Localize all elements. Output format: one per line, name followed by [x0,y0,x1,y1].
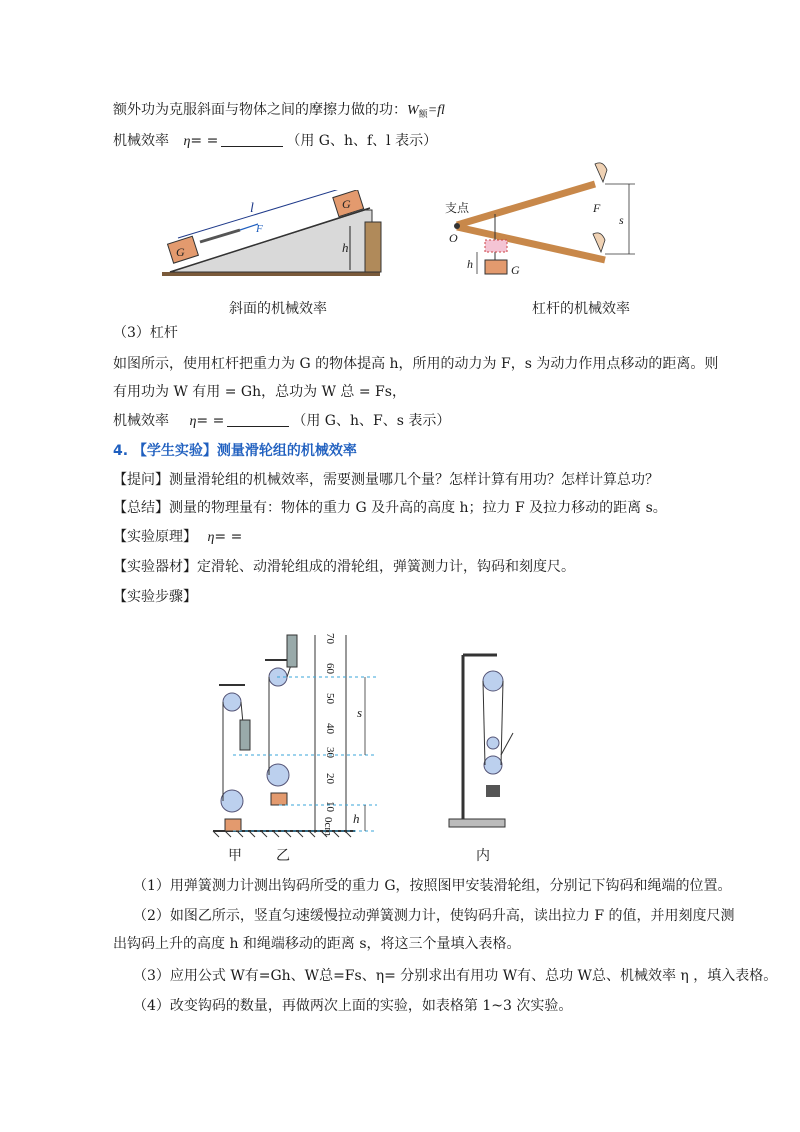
ruler-tick-30: 30 [324,747,336,758]
lever-pivot-label: 支点 [445,201,470,215]
experiment-equipment: 【实验器材】定滑轮、动滑轮组成的滑轮组，弹簧测力计，钩码和刻度尺。 [113,559,575,575]
incline-g-bottom: G [176,245,185,259]
answer-blank[interactable] [221,132,283,147]
lever-figure [445,150,645,280]
lever-f: F [593,201,601,215]
incline-h: h [342,240,349,255]
step-3: （3）应用公式 W有=Gh、W总=Fs、η= 分别求出有用功 W有、总功 W总、机械效率 η ，填入表格。 [133,968,778,984]
extra-work-eq: =fl [427,103,445,118]
principle-label: 【实验原理】 [113,529,197,545]
lever-eq: = = [196,413,225,429]
experiment-title: 4. 【学生实验】测量滑轮组的机械效率 [113,443,357,459]
ruler-tick-70: 70 [324,633,336,644]
experiment-summary: 【总结】测量的物理量有：物体的重力 G 及升高的高度 h；拉力 F 及拉力移动的距离 s。 [113,500,667,516]
experiment-principle [113,527,242,548]
incline-caption: 斜面的机械效率 [229,301,327,317]
lever-efficiency-hint: （用 G、h、F、s 表示） [292,413,451,429]
step-2: （2）如图乙所示，竖直匀速缓慢拉动弹簧测力计，使钩码升高，读出拉力 F 的值，并用刻度尺测 [133,908,735,924]
extra-work-sub: 额 [418,110,428,120]
principle-eq: = = [214,529,243,545]
incline-figure [160,190,390,280]
extra-work-text: 额外功为克服斜面与物体之间的摩擦力做的功： [113,102,407,118]
lever-para1: 如图所示，使用杠杆把重力为 G 的物体提高 h，所用的动力为 F，s 为动力作用点移动的距离。则 [113,356,719,372]
experiment-steps-label: 【实验步骤】 [113,589,197,605]
efficiency-hint: （用 G、h、f、l 表示） [286,133,438,149]
lever-g: G [511,263,520,277]
step-1: （1）用弹簧测力计测出钩码所受的重力 G，按照图甲安装滑轮组，分别记下钩码和绳端的位置。 [133,878,732,894]
fig-h: h [353,811,360,826]
lever-eta: η [189,414,197,429]
incline-l: l [250,201,254,216]
pulley-figure [205,605,535,865]
efficiency-label: 机械效率 [113,133,169,149]
lever-para2: 有用功为 W 有用 = Gh，总功为 W 总 = Fs， [113,384,406,400]
label-yi: 乙 [276,848,290,864]
principle-eta: η [207,530,215,545]
ruler-tick-10: 10 [324,801,336,812]
lever-o: O [449,231,458,245]
label-bing: 内 [476,848,490,864]
lever-heading: （3）杠杆 [113,325,178,341]
ruler-tick-50: 50 [324,693,336,704]
eq-symbols: = = [190,133,219,149]
lever-efficiency-label: 机械效率 [113,413,169,429]
lever-answer-blank[interactable] [227,412,289,427]
lever-h: h [467,257,473,271]
ruler-tick-20: 20 [324,773,336,784]
step-4: （4）改变钩码的数量，再做两次上面的实验，如表格第 1~3 次实验。 [133,998,573,1014]
lever-caption: 杠杆的机械效率 [532,301,630,317]
step-2-cont: 出钩码上升的高度 h 和绳端移动的距离 s，将这三个量填入表格。 [113,936,521,952]
incline-f: F [256,223,263,235]
incline-efficiency-line [113,131,437,152]
eta-symbol: η [183,134,191,149]
ruler-tick-60: 60 [324,663,336,674]
ruler-tick-0: 0cm [322,817,334,836]
lever-s: s [619,213,624,227]
label-jia: 甲 [228,848,242,864]
experiment-question: 【提问】测量滑轮组的机械效率，需要测量哪几个量？怎样计算有用功？怎样计算总功？ [113,472,659,488]
extra-work-symbol: W [407,103,419,118]
lever-efficiency-line [113,411,450,432]
fig-s: s [357,705,363,720]
ruler-tick-40: 40 [324,723,336,734]
incline-g-top: G [342,197,351,211]
extra-work-line [113,100,445,125]
